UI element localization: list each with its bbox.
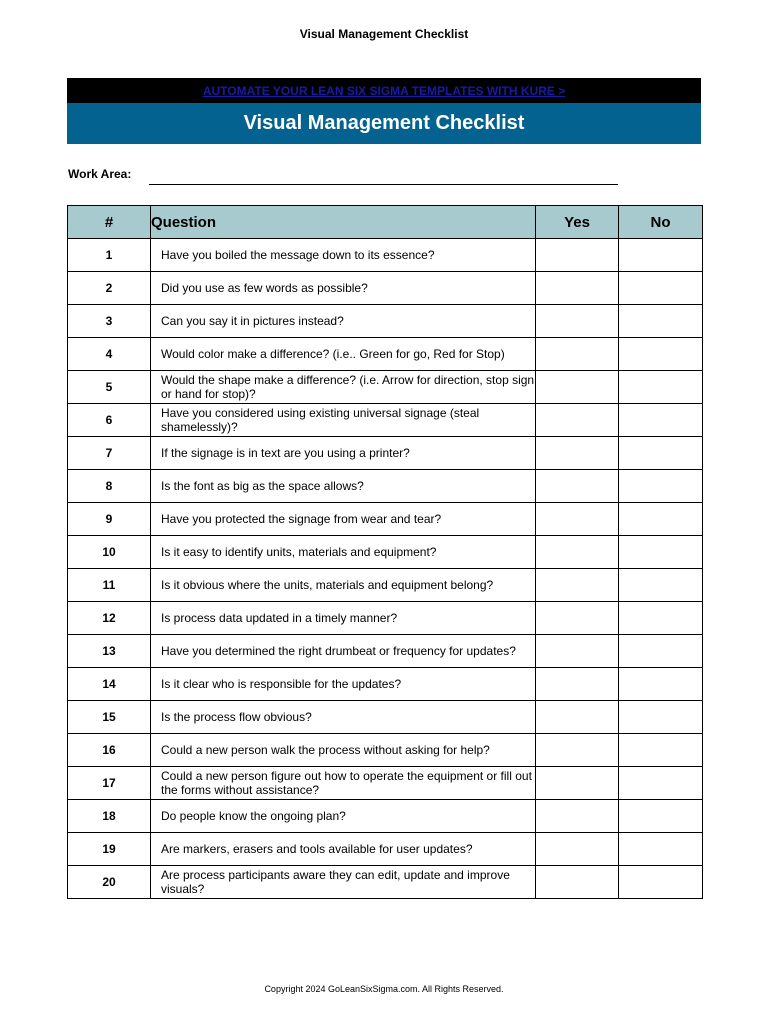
question-text: Can you say it in pictures instead? <box>151 305 536 338</box>
yes-cell[interactable] <box>536 569 619 602</box>
yes-cell[interactable] <box>536 734 619 767</box>
no-cell[interactable] <box>619 338 703 371</box>
question-text: Have you protected the signage from wear and tear? <box>151 503 536 536</box>
table-row <box>68 800 703 833</box>
no-cell[interactable] <box>619 404 703 437</box>
no-cell[interactable] <box>619 305 703 338</box>
work-area-label: Work Area: <box>68 167 132 181</box>
no-cell[interactable] <box>619 437 703 470</box>
checklist-table <box>67 205 703 899</box>
no-cell[interactable] <box>619 668 703 701</box>
document-title: Visual Management Checklist <box>299 27 469 41</box>
yes-cell[interactable] <box>536 338 619 371</box>
row-number: 1 <box>68 239 151 272</box>
no-cell[interactable] <box>619 272 703 305</box>
table-row <box>68 338 703 371</box>
row-number: 18 <box>68 800 151 833</box>
table-row <box>68 767 703 800</box>
table-row <box>68 701 703 734</box>
table-header-row <box>68 206 703 239</box>
table-row <box>68 602 703 635</box>
question-text: Is it clear who is responsible for the updates? <box>151 668 536 701</box>
table-row <box>68 272 703 305</box>
question-text: Would color make a difference? (i.e.. Green for go, Red for Stop) <box>151 338 536 371</box>
yes-cell[interactable] <box>536 767 619 800</box>
table-row <box>68 536 703 569</box>
row-number: 20 <box>68 866 151 899</box>
row-number: 14 <box>68 668 151 701</box>
table-row <box>68 635 703 668</box>
promo-banner <box>67 78 701 103</box>
promo-link[interactable]: AUTOMATE YOUR LEAN SIX SIGMA TEMPLATES WITH KURE > <box>202 84 566 98</box>
table-row <box>68 569 703 602</box>
row-number: 17 <box>68 767 151 800</box>
table-row <box>68 437 703 470</box>
question-text: Is the font as big as the space allows? <box>151 470 536 503</box>
no-cell[interactable] <box>619 635 703 668</box>
table-row <box>68 239 703 272</box>
checklist-title-banner: Visual Management Checklist <box>67 103 701 144</box>
question-text: Have you considered using existing universal signage (steal shamelessly)? <box>151 404 536 437</box>
row-number: 16 <box>68 734 151 767</box>
row-number: 4 <box>68 338 151 371</box>
no-cell[interactable] <box>619 536 703 569</box>
yes-cell[interactable] <box>536 602 619 635</box>
yes-cell[interactable] <box>536 800 619 833</box>
yes-cell[interactable] <box>536 404 619 437</box>
table-row <box>68 668 703 701</box>
yes-cell[interactable] <box>536 239 619 272</box>
copyright-footer: Copyright 2024 GoLeanSixSigma.com. All Rights Reserved. <box>264 984 504 994</box>
question-text: Could a new person figure out how to operate the equipment or fill out the forms without assistance? <box>151 767 536 800</box>
no-cell[interactable] <box>619 569 703 602</box>
column-header-no: No <box>619 206 703 239</box>
yes-cell[interactable] <box>536 272 619 305</box>
question-text: Are process participants aware they can edit, update and improve visuals? <box>151 866 536 899</box>
question-text: Is it easy to identify units, materials and equipment? <box>151 536 536 569</box>
no-cell[interactable] <box>619 800 703 833</box>
row-number: 11 <box>68 569 151 602</box>
question-text: Is process data updated in a timely manner? <box>151 602 536 635</box>
row-number: 5 <box>68 371 151 404</box>
question-text: Would the shape make a difference? (i.e. Arrow for direction, stop sign or hand for stop)? <box>151 371 536 404</box>
row-number: 13 <box>68 635 151 668</box>
row-number: 8 <box>68 470 151 503</box>
table-row <box>68 404 703 437</box>
no-cell[interactable] <box>619 470 703 503</box>
yes-cell[interactable] <box>536 305 619 338</box>
no-cell[interactable] <box>619 734 703 767</box>
question-text: Have you determined the right drumbeat or frequency for updates? <box>151 635 536 668</box>
table-row <box>68 371 703 404</box>
yes-cell[interactable] <box>536 635 619 668</box>
question-text: Are markers, erasers and tools available for user updates? <box>151 833 536 866</box>
table-row <box>68 470 703 503</box>
question-text: If the signage is in text are you using a printer? <box>151 437 536 470</box>
no-cell[interactable] <box>619 866 703 899</box>
no-cell[interactable] <box>619 503 703 536</box>
no-cell[interactable] <box>619 833 703 866</box>
row-number: 9 <box>68 503 151 536</box>
question-text: Could a new person walk the process without asking for help? <box>151 734 536 767</box>
yes-cell[interactable] <box>536 701 619 734</box>
yes-cell[interactable] <box>536 470 619 503</box>
yes-cell[interactable] <box>536 536 619 569</box>
row-number: 12 <box>68 602 151 635</box>
question-text: Is the process flow obvious? <box>151 701 536 734</box>
row-number: 2 <box>68 272 151 305</box>
row-number: 19 <box>68 833 151 866</box>
yes-cell[interactable] <box>536 833 619 866</box>
column-header-yes: Yes <box>536 206 619 239</box>
question-text: Do people know the ongoing plan? <box>151 800 536 833</box>
no-cell[interactable] <box>619 701 703 734</box>
no-cell[interactable] <box>619 371 703 404</box>
question-text: Did you use as few words as possible? <box>151 272 536 305</box>
row-number: 6 <box>68 404 151 437</box>
yes-cell[interactable] <box>536 371 619 404</box>
checklist-rows <box>68 239 703 899</box>
yes-cell[interactable] <box>536 866 619 899</box>
yes-cell[interactable] <box>536 668 619 701</box>
table-row <box>68 734 703 767</box>
column-header-number: # <box>68 206 151 239</box>
no-cell[interactable] <box>619 602 703 635</box>
question-text: Have you boiled the message down to its essence? <box>151 239 536 272</box>
question-text: Is it obvious where the units, materials and equipment belong? <box>151 569 536 602</box>
row-number: 15 <box>68 701 151 734</box>
table-row <box>68 866 703 899</box>
no-cell[interactable] <box>619 239 703 272</box>
table-row <box>68 503 703 536</box>
row-number: 3 <box>68 305 151 338</box>
no-cell[interactable] <box>619 767 703 800</box>
table-row <box>68 833 703 866</box>
yes-cell[interactable] <box>536 503 619 536</box>
table-row <box>68 305 703 338</box>
row-number: 10 <box>68 536 151 569</box>
yes-cell[interactable] <box>536 437 619 470</box>
column-header-question: Question <box>151 206 536 239</box>
row-number: 7 <box>68 437 151 470</box>
work-area-field[interactable] <box>149 184 618 185</box>
